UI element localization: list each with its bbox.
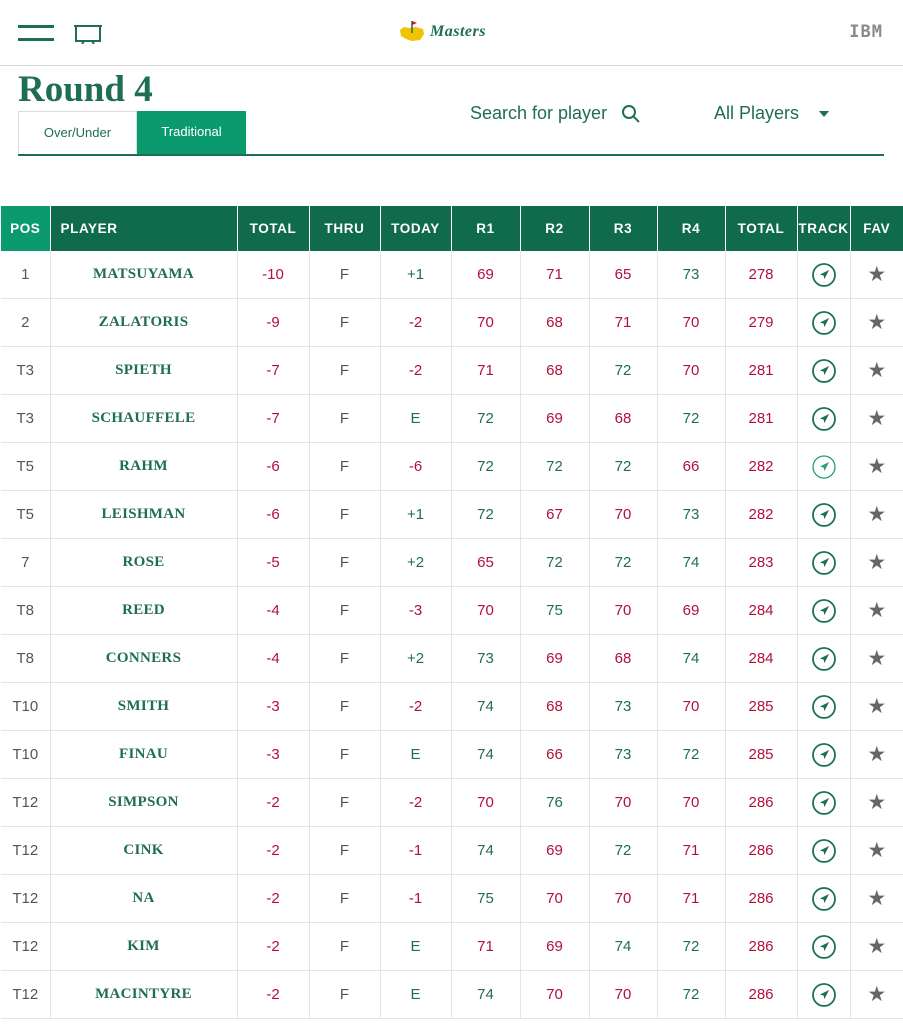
player-position: T12: [1, 923, 50, 971]
track-cell: [797, 347, 850, 395]
round-1-score: 65: [451, 539, 520, 587]
round-3-score: 70: [589, 971, 657, 1019]
fav-cell: [850, 587, 903, 635]
hamburger-menu-icon[interactable]: [18, 24, 54, 42]
fav-cell: [850, 251, 903, 299]
location-arrow-icon[interactable]: [812, 503, 836, 527]
tab-traditional[interactable]: Traditional: [137, 111, 246, 155]
player-position: T12: [1, 827, 50, 875]
player-position: T12: [1, 971, 50, 1019]
track-cell: [797, 251, 850, 299]
table-row[interactable]: [1, 251, 903, 299]
round-3-score: 70: [589, 779, 657, 827]
track-cell: [797, 971, 850, 1019]
table-row[interactable]: [1, 923, 903, 971]
location-arrow-icon[interactable]: [812, 599, 836, 623]
search-label: Search for player: [470, 103, 608, 123]
today-score: +1: [380, 251, 451, 299]
star-icon[interactable]: ★: [867, 407, 887, 430]
location-arrow-icon[interactable]: [812, 743, 836, 767]
table-row[interactable]: [1, 491, 903, 539]
location-arrow-icon[interactable]: [812, 935, 836, 959]
fav-cell: [850, 347, 903, 395]
thru: F: [309, 875, 380, 923]
total-to-par: -5: [237, 539, 309, 587]
player-position: T3: [1, 347, 50, 395]
fav-cell: [850, 923, 903, 971]
table-row[interactable]: [1, 683, 903, 731]
star-icon[interactable]: ★: [867, 599, 887, 622]
player-position: 1: [1, 251, 50, 299]
fav-cell: [850, 779, 903, 827]
thru: F: [309, 971, 380, 1019]
total-to-par: -3: [237, 731, 309, 779]
thru: F: [309, 779, 380, 827]
round-1-score: 74: [451, 827, 520, 875]
player-name[interactable]: SCHAUFFELE: [50, 395, 237, 443]
player-position: T5: [1, 491, 50, 539]
total-to-par: -4: [237, 635, 309, 683]
table-row[interactable]: [1, 971, 903, 1019]
thru: F: [309, 299, 380, 347]
total-to-par: -2: [237, 875, 309, 923]
star-icon[interactable]: ★: [867, 935, 887, 958]
col-header-total-strokes[interactable]: TOTAL: [725, 206, 797, 251]
star-icon[interactable]: ★: [867, 503, 887, 526]
round-1-score: 70: [451, 299, 520, 347]
table-row[interactable]: [1, 827, 903, 875]
fav-cell: [850, 683, 903, 731]
track-cell: [797, 539, 850, 587]
thru: F: [309, 251, 380, 299]
round-3-score: 71: [589, 299, 657, 347]
player-name[interactable]: SMITH: [50, 683, 237, 731]
fav-cell: [850, 491, 903, 539]
star-icon[interactable]: ★: [867, 695, 887, 718]
round-4-score: 70: [657, 299, 725, 347]
top-bar: [0, 0, 903, 66]
round-4-score: 71: [657, 827, 725, 875]
round-2-score: 70: [520, 971, 589, 1019]
search-player[interactable]: [470, 103, 641, 124]
round-2-score: 68: [520, 683, 589, 731]
player-position: T12: [1, 875, 50, 923]
player-position: T3: [1, 395, 50, 443]
today-score: -2: [380, 299, 451, 347]
round-2-score: 76: [520, 779, 589, 827]
location-arrow-icon[interactable]: [812, 983, 836, 1007]
total-strokes: 278: [725, 251, 797, 299]
today-score: -1: [380, 875, 451, 923]
round-4-score: 72: [657, 395, 725, 443]
star-icon[interactable]: ★: [867, 359, 887, 382]
round-2-score: 69: [520, 827, 589, 875]
thru: F: [309, 923, 380, 971]
round-4-score: 69: [657, 587, 725, 635]
fav-cell: [850, 731, 903, 779]
location-arrow-icon[interactable]: [812, 695, 836, 719]
usa-map-flag-icon: [398, 18, 426, 46]
star-icon[interactable]: ★: [867, 791, 887, 814]
total-strokes: 286: [725, 779, 797, 827]
star-icon[interactable]: ★: [867, 455, 887, 478]
leaderboard-table: [1, 206, 903, 1019]
total-strokes: 282: [725, 443, 797, 491]
thru: F: [309, 683, 380, 731]
total-strokes: 286: [725, 923, 797, 971]
round-4-score: 72: [657, 971, 725, 1019]
table-row[interactable]: [1, 395, 903, 443]
track-cell: [797, 683, 850, 731]
round-1-score: 72: [451, 491, 520, 539]
fav-cell: [850, 827, 903, 875]
player-position: 2: [1, 299, 50, 347]
round-3-score: 72: [589, 347, 657, 395]
location-arrow-icon[interactable]: [812, 791, 836, 815]
total-to-par: -7: [237, 395, 309, 443]
round-2-score: 71: [520, 251, 589, 299]
player-position: T10: [1, 731, 50, 779]
table-row[interactable]: [1, 875, 903, 923]
location-arrow-icon[interactable]: [812, 407, 836, 431]
location-arrow-icon[interactable]: [812, 263, 836, 287]
tabs-divider: [18, 154, 884, 156]
total-to-par: -2: [237, 923, 309, 971]
fav-cell: [850, 635, 903, 683]
player-name[interactable]: SPIETH: [50, 347, 237, 395]
round-4-score: 72: [657, 923, 725, 971]
total-strokes: 286: [725, 827, 797, 875]
today-score: +1: [380, 491, 451, 539]
today-score: +2: [380, 539, 451, 587]
thru: F: [309, 347, 380, 395]
round-1-score: 72: [451, 395, 520, 443]
total-to-par: -2: [237, 827, 309, 875]
player-name[interactable]: NA: [50, 875, 237, 923]
star-icon[interactable]: ★: [867, 743, 887, 766]
star-icon[interactable]: ★: [867, 311, 887, 334]
thru: F: [309, 587, 380, 635]
col-header-thru[interactable]: THRU: [309, 206, 380, 251]
today-score: E: [380, 971, 451, 1019]
round-4-score: 74: [657, 539, 725, 587]
view-tabs: [18, 111, 246, 155]
thru: F: [309, 491, 380, 539]
track-cell: [797, 875, 850, 923]
player-position: 7: [1, 539, 50, 587]
track-cell: [797, 635, 850, 683]
total-strokes: 284: [725, 635, 797, 683]
star-icon[interactable]: ★: [867, 887, 887, 910]
player-name[interactable]: ROSE: [50, 539, 237, 587]
round-4-score: 73: [657, 251, 725, 299]
total-strokes: 281: [725, 395, 797, 443]
today-score: +2: [380, 635, 451, 683]
col-header-today[interactable]: TODAY: [380, 206, 451, 251]
round-3-score: 72: [589, 539, 657, 587]
total-strokes: 284: [725, 587, 797, 635]
round-3-score: 73: [589, 731, 657, 779]
search-icon: [621, 104, 641, 124]
round-3-score: 65: [589, 251, 657, 299]
total-strokes: 285: [725, 683, 797, 731]
player-name[interactable]: SIMPSON: [50, 779, 237, 827]
round-3-score: 70: [589, 491, 657, 539]
today-score: -2: [380, 347, 451, 395]
track-cell: [797, 827, 850, 875]
round-1-score: 70: [451, 587, 520, 635]
round-1-score: 71: [451, 347, 520, 395]
round-1-score: 74: [451, 731, 520, 779]
fav-cell: [850, 299, 903, 347]
col-header-player[interactable]: PLAYER: [50, 206, 237, 251]
table-row[interactable]: [1, 299, 903, 347]
player-name[interactable]: REED: [50, 587, 237, 635]
fav-cell: [850, 443, 903, 491]
player-name[interactable]: FINAU: [50, 731, 237, 779]
table-row[interactable]: [1, 731, 903, 779]
track-cell: [797, 491, 850, 539]
total-strokes: 279: [725, 299, 797, 347]
total-strokes: 283: [725, 539, 797, 587]
table-header-row: [1, 206, 903, 251]
total-strokes: 286: [725, 971, 797, 1019]
player-name[interactable]: LEISHMAN: [50, 491, 237, 539]
round-2-score: 70: [520, 875, 589, 923]
round-1-score: 72: [451, 443, 520, 491]
round-2-score: 72: [520, 539, 589, 587]
location-arrow-icon[interactable]: [812, 887, 836, 911]
player-position: T10: [1, 683, 50, 731]
player-position: T8: [1, 587, 50, 635]
round-3-score: 72: [589, 827, 657, 875]
round-1-score: 75: [451, 875, 520, 923]
today-score: -1: [380, 827, 451, 875]
total-strokes: 282: [725, 491, 797, 539]
star-icon[interactable]: ★: [867, 647, 887, 670]
table-row[interactable]: [1, 779, 903, 827]
thru: F: [309, 539, 380, 587]
round-3-score: 73: [589, 683, 657, 731]
total-strokes: 281: [725, 347, 797, 395]
total-to-par: -7: [237, 347, 309, 395]
total-to-par: -2: [237, 971, 309, 1019]
thru: F: [309, 395, 380, 443]
today-score: E: [380, 395, 451, 443]
table-row[interactable]: [1, 443, 903, 491]
round-4-score: 70: [657, 347, 725, 395]
player-name[interactable]: RAHM: [50, 443, 237, 491]
total-strokes: 286: [725, 875, 797, 923]
round-2-score: 69: [520, 395, 589, 443]
star-icon[interactable]: ★: [867, 839, 887, 862]
col-header-pos[interactable]: POS: [1, 206, 50, 251]
location-arrow-icon[interactable]: [812, 311, 836, 335]
total-to-par: -6: [237, 491, 309, 539]
round-2-score: 72: [520, 443, 589, 491]
round-1-score: 69: [451, 251, 520, 299]
star-icon[interactable]: ★: [867, 983, 887, 1006]
total-to-par: -6: [237, 443, 309, 491]
total-to-par: -4: [237, 587, 309, 635]
player-name[interactable]: CONNERS: [50, 635, 237, 683]
fav-cell: [850, 971, 903, 1019]
table-row[interactable]: [1, 587, 903, 635]
col-header-fav: FAV: [850, 206, 903, 251]
round-3-score: 74: [589, 923, 657, 971]
round-1-score: 74: [451, 971, 520, 1019]
col-header-r4[interactable]: R4: [657, 206, 725, 251]
round-4-score: 73: [657, 491, 725, 539]
round-3-score: 70: [589, 587, 657, 635]
today-score: -6: [380, 443, 451, 491]
today-score: -2: [380, 683, 451, 731]
round-1-score: 73: [451, 635, 520, 683]
col-header-r1[interactable]: R1: [451, 206, 520, 251]
player-position: T5: [1, 443, 50, 491]
location-arrow-icon[interactable]: [812, 839, 836, 863]
col-header-r2[interactable]: R2: [520, 206, 589, 251]
location-arrow-icon[interactable]: [812, 551, 836, 575]
star-icon[interactable]: ★: [867, 263, 887, 286]
player-position: T12: [1, 779, 50, 827]
table-row[interactable]: [1, 539, 903, 587]
logo-text: Masters: [430, 23, 486, 40]
total-to-par: -10: [237, 251, 309, 299]
player-position: T8: [1, 635, 50, 683]
fav-cell: [850, 539, 903, 587]
star-icon[interactable]: ★: [867, 551, 887, 574]
tv-icon[interactable]: [74, 22, 102, 44]
round-1-score: 74: [451, 683, 520, 731]
player-name[interactable]: ZALATORIS: [50, 299, 237, 347]
round-4-score: 72: [657, 731, 725, 779]
round-1-score: 71: [451, 923, 520, 971]
table-row[interactable]: [1, 347, 903, 395]
thru: F: [309, 731, 380, 779]
location-arrow-icon[interactable]: [812, 455, 836, 479]
col-header-track: TRACK: [797, 206, 850, 251]
tab-over-under[interactable]: Over/Under: [18, 111, 137, 153]
ibm-logo[interactable]: IBM: [849, 22, 883, 42]
total-to-par: -9: [237, 299, 309, 347]
player-name[interactable]: CINK: [50, 827, 237, 875]
masters-logo[interactable]: [398, 14, 486, 50]
filter-selected: All Players: [714, 103, 800, 123]
track-cell: [797, 923, 850, 971]
round-3-score: 68: [589, 395, 657, 443]
leaderboard-body: [1, 251, 903, 1019]
round-2-score: 69: [520, 635, 589, 683]
track-cell: [797, 779, 850, 827]
total-to-par: -3: [237, 683, 309, 731]
round-1-score: 70: [451, 779, 520, 827]
round-3-score: 68: [589, 635, 657, 683]
round-3-score: 70: [589, 875, 657, 923]
player-name[interactable]: MATSUYAMA: [50, 251, 237, 299]
player-name[interactable]: MACINTYRE: [50, 971, 237, 1019]
fav-cell: [850, 875, 903, 923]
track-cell: [797, 443, 850, 491]
today-score: E: [380, 923, 451, 971]
thru: F: [309, 635, 380, 683]
page-title: Round 4: [18, 69, 153, 110]
today-score: -2: [380, 779, 451, 827]
location-arrow-icon[interactable]: [812, 647, 836, 671]
round-4-score: 70: [657, 779, 725, 827]
col-header-total[interactable]: TOTAL: [237, 206, 309, 251]
chevron-down-icon: [819, 111, 829, 117]
player-name[interactable]: KIM: [50, 923, 237, 971]
track-cell: [797, 299, 850, 347]
round-2-score: 69: [520, 923, 589, 971]
round-2-score: 75: [520, 587, 589, 635]
round-2-score: 68: [520, 347, 589, 395]
track-cell: [797, 731, 850, 779]
total-to-par: -2: [237, 779, 309, 827]
round-4-score: 66: [657, 443, 725, 491]
round-2-score: 66: [520, 731, 589, 779]
today-score: E: [380, 731, 451, 779]
round-4-score: 71: [657, 875, 725, 923]
track-cell: [797, 395, 850, 443]
col-header-r3[interactable]: R3: [589, 206, 657, 251]
round-4-score: 70: [657, 683, 725, 731]
thru: F: [309, 827, 380, 875]
location-arrow-icon[interactable]: [812, 359, 836, 383]
round-3-score: 72: [589, 443, 657, 491]
round-2-score: 68: [520, 299, 589, 347]
player-filter-dropdown[interactable]: [714, 103, 829, 124]
table-row[interactable]: [1, 635, 903, 683]
round-4-score: 74: [657, 635, 725, 683]
total-strokes: 285: [725, 731, 797, 779]
fav-cell: [850, 395, 903, 443]
today-score: -3: [380, 587, 451, 635]
track-cell: [797, 587, 850, 635]
thru: F: [309, 443, 380, 491]
round-2-score: 67: [520, 491, 589, 539]
